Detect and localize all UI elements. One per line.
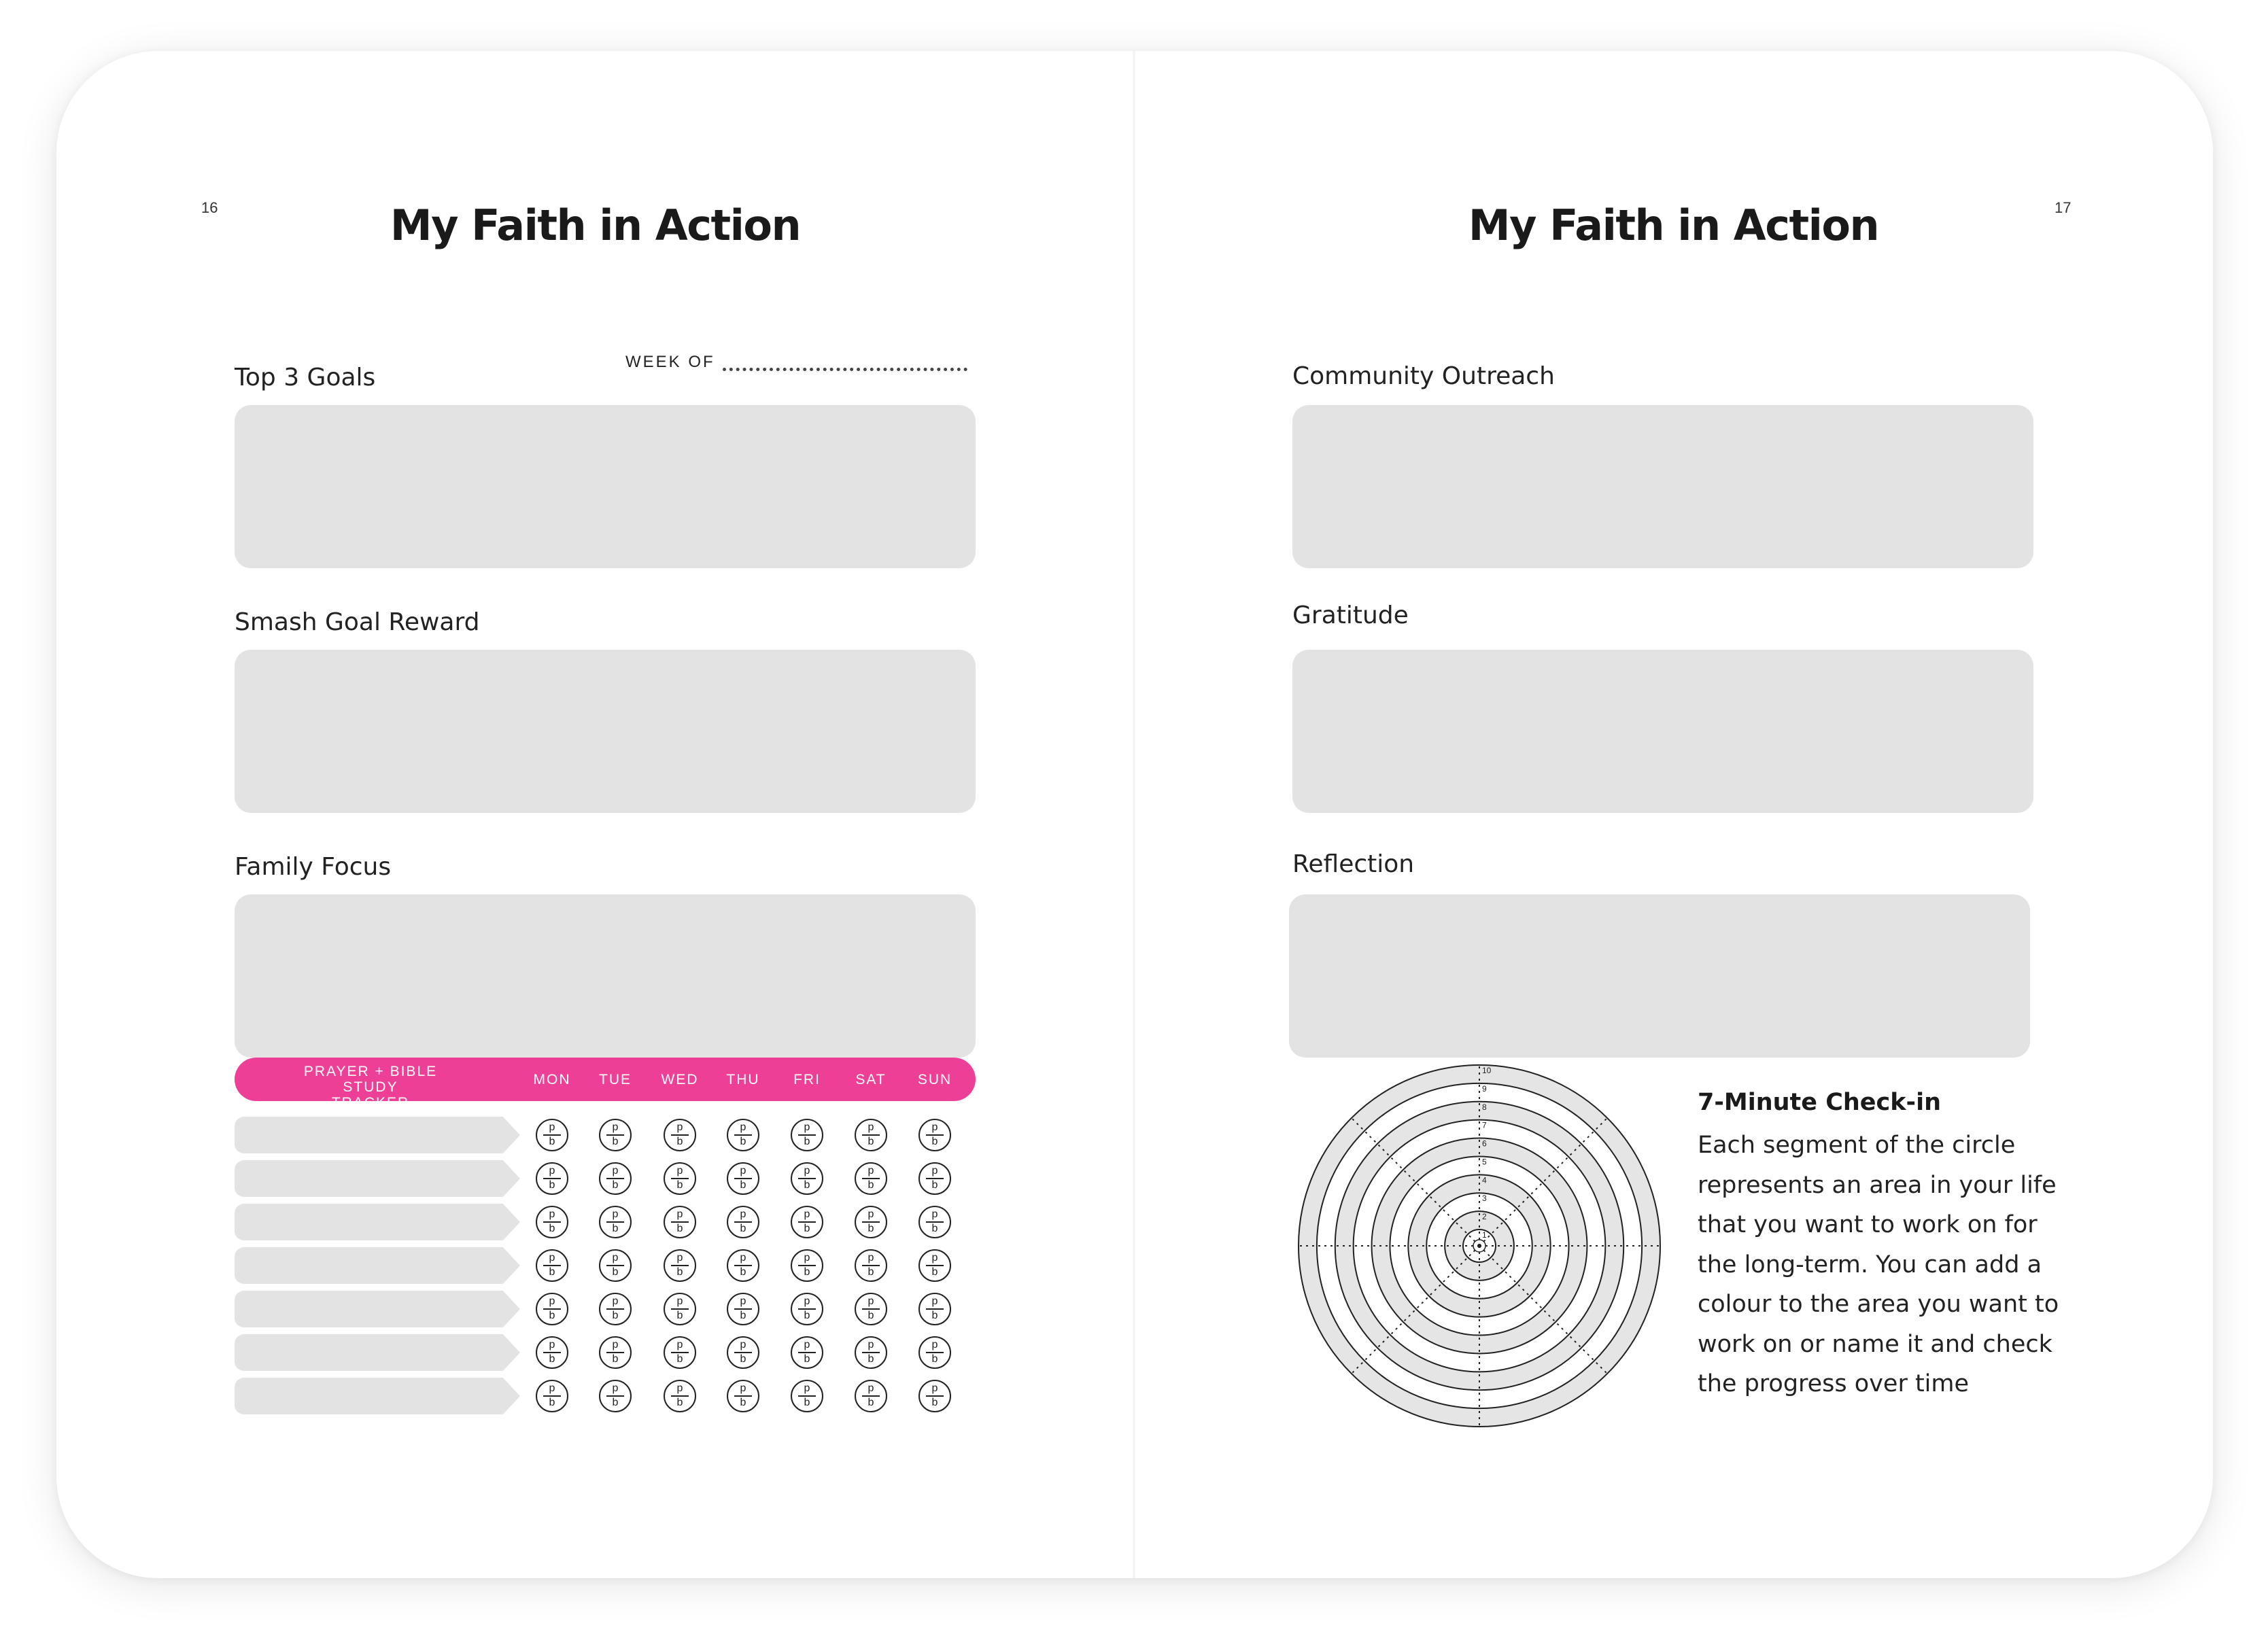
section-label-top-goals: Top 3 Goals [235, 364, 376, 391]
prayer-bible-check-sat[interactable] [855, 1249, 887, 1282]
wheel-scale-label: 10 [1482, 1066, 1492, 1075]
bible-mark: b [676, 1136, 683, 1147]
bible-mark: b [804, 1223, 810, 1234]
bible-mark: b [804, 1266, 810, 1278]
prayer-mark: p [676, 1252, 683, 1264]
bible-mark: b [867, 1310, 874, 1321]
prayer-bible-check-tue[interactable] [599, 1206, 632, 1238]
prayer-mark: p [931, 1165, 938, 1177]
checkin-body-line: Each segment of the circle [1698, 1132, 2016, 1159]
prayer-mark: p [612, 1382, 619, 1394]
prayer-mark: p [612, 1252, 619, 1264]
prayer-mark: p [804, 1121, 810, 1133]
prayer-mark: p [867, 1382, 874, 1394]
prayer-bible-check-wed[interactable] [664, 1336, 696, 1369]
prayer-mark: p [931, 1295, 938, 1307]
prayer-bible-check-sat[interactable] [855, 1206, 887, 1238]
prayer-mark: p [867, 1339, 874, 1351]
prayer-bible-check-sun[interactable] [918, 1336, 951, 1369]
prayer-bible-check-mon[interactable] [536, 1119, 568, 1151]
bible-mark: b [549, 1136, 555, 1147]
prayer-mark: p [612, 1121, 619, 1133]
prayer-mark: p [549, 1165, 555, 1177]
prayer-bible-check-fri[interactable] [791, 1249, 823, 1282]
wheel-scale-label: 5 [1482, 1157, 1487, 1167]
wheel-scale-label: 1 [1482, 1230, 1487, 1240]
prayer-bible-check-tue[interactable] [599, 1293, 632, 1325]
wheel-scale-label: 9 [1482, 1083, 1487, 1094]
prayer-mark: p [612, 1295, 619, 1307]
bible-mark: b [867, 1179, 874, 1191]
prayer-bible-check-wed[interactable] [664, 1249, 696, 1282]
bible-mark: b [867, 1223, 874, 1234]
prayer-bible-check-fri[interactable] [791, 1336, 823, 1369]
bible-mark: b [676, 1397, 683, 1408]
bible-mark: b [931, 1223, 938, 1234]
prayer-bible-check-mon[interactable] [536, 1380, 568, 1412]
prayer-bible-check-sat[interactable] [855, 1336, 887, 1369]
prayer-mark: p [612, 1208, 619, 1220]
day-header-mon: MON [533, 1072, 571, 1087]
prayer-mark: p [676, 1295, 683, 1307]
tracker-row-label-field[interactable] [235, 1204, 520, 1240]
checkin-body [1698, 1126, 2078, 1404]
wheel-scale-label: 8 [1482, 1102, 1487, 1112]
prayer-mark: p [676, 1382, 683, 1394]
prayer-mark: p [804, 1165, 810, 1177]
prayer-bible-check-thu[interactable] [727, 1119, 759, 1151]
prayer-mark: p [740, 1252, 746, 1264]
day-header-wed: WED [661, 1072, 699, 1087]
prayer-bible-check-fri[interactable] [791, 1162, 823, 1195]
tracker-title-line2: STUDY TRACKER [331, 1079, 410, 1111]
prayer-bible-check-fri[interactable] [791, 1119, 823, 1151]
bible-mark: b [931, 1179, 938, 1191]
bible-mark: b [740, 1223, 746, 1234]
prayer-mark: p [740, 1339, 746, 1351]
bible-mark: b [676, 1266, 683, 1278]
prayer-bible-check-thu[interactable] [727, 1162, 759, 1195]
checkin-body-line: that you want to work on for [1698, 1211, 2038, 1238]
checkin-body-line: colour to the area you want to [1698, 1291, 2059, 1318]
prayer-bible-check-fri[interactable] [791, 1380, 823, 1412]
prayer-bible-check-wed[interactable] [664, 1162, 696, 1195]
top-goals-box[interactable] [235, 405, 976, 568]
day-header-fri: FRI [793, 1072, 821, 1087]
bible-mark: b [676, 1310, 683, 1321]
prayer-mark: p [612, 1339, 619, 1351]
prayer-mark: p [804, 1252, 810, 1264]
prayer-bible-check-mon[interactable] [536, 1249, 568, 1282]
family-focus-box[interactable] [235, 894, 976, 1058]
bible-mark: b [804, 1136, 810, 1147]
bible-mark: b [740, 1136, 746, 1147]
prayer-mark: p [676, 1208, 683, 1220]
prayer-mark: p [867, 1208, 874, 1220]
section-label-community-outreach: Community Outreach [1292, 362, 1555, 390]
check-in-wheel[interactable] [1294, 1060, 1665, 1431]
prayer-bible-check-thu[interactable] [727, 1380, 759, 1412]
prayer-bible-check-mon[interactable] [536, 1336, 568, 1369]
prayer-bible-check-thu[interactable] [727, 1206, 759, 1238]
bible-mark: b [612, 1223, 619, 1234]
section-label-smash-goal-reward: Smash Goal Reward [235, 608, 480, 636]
prayer-mark: p [740, 1295, 746, 1307]
bible-mark: b [931, 1136, 938, 1147]
tracker-row-label-field[interactable] [235, 1378, 520, 1414]
prayer-mark: p [804, 1339, 810, 1351]
checkin-body-line: work on or name it and check [1698, 1330, 2052, 1358]
bible-mark: b [612, 1353, 619, 1365]
day-header-thu: THU [726, 1072, 760, 1087]
prayer-mark: p [549, 1295, 555, 1307]
bible-mark: b [740, 1266, 746, 1278]
bible-mark: b [740, 1310, 746, 1321]
prayer-mark: p [549, 1121, 555, 1133]
prayer-bible-check-thu[interactable] [727, 1336, 759, 1369]
day-header-tue: TUE [599, 1072, 632, 1087]
bible-mark: b [676, 1179, 683, 1191]
bible-mark: b [549, 1266, 555, 1278]
page-title: My Faith in Action [390, 201, 801, 250]
prayer-bible-check-sun[interactable] [918, 1119, 951, 1151]
section-label-gratitude: Gratitude [1292, 602, 1409, 629]
prayer-mark: p [549, 1208, 555, 1220]
prayer-bible-check-mon[interactable] [536, 1293, 568, 1325]
bible-mark: b [867, 1266, 874, 1278]
tracker-row-label-field[interactable] [235, 1247, 520, 1284]
wheel-scale-label: 2 [1482, 1212, 1487, 1222]
prayer-mark: p [549, 1382, 555, 1394]
prayer-bible-check-sat[interactable] [855, 1119, 887, 1151]
prayer-bible-check-thu[interactable] [727, 1249, 759, 1282]
bible-mark: b [612, 1397, 619, 1408]
prayer-bible-check-tue[interactable] [599, 1119, 632, 1151]
bible-mark: b [740, 1179, 746, 1191]
bible-mark: b [740, 1397, 746, 1408]
prayer-mark: p [549, 1252, 555, 1264]
smash-goal-reward-box[interactable] [235, 650, 976, 813]
bible-mark: b [612, 1136, 619, 1147]
section-label-reflection: Reflection [1292, 850, 1415, 878]
bible-mark: b [867, 1136, 874, 1147]
bible-mark: b [676, 1223, 683, 1234]
bible-mark: b [549, 1223, 555, 1234]
prayer-bible-check-sun[interactable] [918, 1380, 951, 1412]
page-number: 17 [2055, 199, 2072, 216]
prayer-mark: p [676, 1339, 683, 1351]
open-planner-spread [56, 51, 2213, 1578]
prayer-mark: p [867, 1121, 874, 1133]
prayer-mark: p [867, 1252, 874, 1264]
reflection-box[interactable] [1289, 894, 2030, 1058]
prayer-bible-check-fri[interactable] [791, 1206, 823, 1238]
bible-mark: b [804, 1179, 810, 1191]
prayer-mark: p [804, 1208, 810, 1220]
bible-mark: b [549, 1397, 555, 1408]
prayer-bible-check-wed[interactable] [664, 1293, 696, 1325]
prayer-tracker-header [235, 1058, 976, 1111]
bible-mark: b [676, 1353, 683, 1365]
prayer-bible-check-wed[interactable] [664, 1380, 696, 1412]
prayer-bible-check-sat[interactable] [855, 1293, 887, 1325]
week-of-label: WEEK OF [625, 353, 715, 371]
prayer-mark: p [931, 1121, 938, 1133]
tracker-title [303, 1064, 439, 1111]
day-header-sat: SAT [855, 1072, 887, 1087]
bible-mark: b [931, 1266, 938, 1278]
bible-mark: b [867, 1353, 874, 1365]
prayer-bible-check-wed[interactable] [664, 1119, 696, 1151]
prayer-bible-check-thu[interactable] [727, 1293, 759, 1325]
prayer-bible-check-sat[interactable] [855, 1380, 887, 1412]
section-label-family-focus: Family Focus [235, 853, 392, 881]
bible-mark: b [804, 1397, 810, 1408]
prayer-bible-check-wed[interactable] [664, 1206, 696, 1238]
prayer-mark: p [740, 1208, 746, 1220]
community-outreach-box[interactable] [1292, 405, 2033, 568]
bible-mark: b [740, 1353, 746, 1365]
page-title: My Faith in Action [1468, 201, 1879, 250]
prayer-bible-check-tue[interactable] [599, 1336, 632, 1369]
prayer-bible-check-tue[interactable] [599, 1380, 632, 1412]
prayer-bible-check-sun[interactable] [918, 1249, 951, 1282]
bible-mark: b [549, 1179, 555, 1191]
tracker-row-label-field[interactable] [235, 1334, 520, 1371]
prayer-mark: p [549, 1339, 555, 1351]
wheel-scale-label: 3 [1482, 1193, 1487, 1204]
page-number: 16 [201, 199, 218, 216]
checkin-body-line: the long-term. You can add a [1698, 1251, 2042, 1278]
bible-mark: b [549, 1310, 555, 1321]
prayer-bible-check-mon[interactable] [536, 1206, 568, 1238]
bible-mark: b [612, 1310, 619, 1321]
tracker-row-label-field[interactable] [235, 1160, 520, 1197]
bible-mark: b [549, 1353, 555, 1365]
gratitude-box[interactable] [1292, 650, 2033, 813]
week-of-field[interactable] [723, 368, 967, 371]
prayer-bible-check-sat[interactable] [855, 1162, 887, 1195]
prayer-mark: p [931, 1252, 938, 1264]
prayer-bible-check-sun[interactable] [918, 1293, 951, 1325]
prayer-mark: p [676, 1165, 683, 1177]
prayer-mark: p [676, 1121, 683, 1133]
prayer-bible-check-mon[interactable] [536, 1162, 568, 1195]
bible-mark: b [804, 1353, 810, 1365]
prayer-bible-check-sun[interactable] [918, 1206, 951, 1238]
prayer-mark: p [804, 1295, 810, 1307]
prayer-mark: p [612, 1165, 619, 1177]
bible-mark: b [931, 1310, 938, 1321]
wheel-scale-label: 7 [1482, 1120, 1487, 1130]
bible-mark: b [612, 1266, 619, 1278]
prayer-mark: p [931, 1339, 938, 1351]
bible-mark: b [931, 1353, 938, 1365]
wheel-scale-label: 6 [1482, 1138, 1487, 1149]
prayer-bible-check-fri[interactable] [791, 1293, 823, 1325]
prayer-bible-check-tue[interactable] [599, 1249, 632, 1282]
day-header-sun: SUN [917, 1072, 952, 1087]
checkin-title: 7-Minute Check-in [1698, 1089, 1941, 1116]
checkin-body-line: the progress over time [1698, 1370, 1970, 1397]
tracker-title-line1: PRAYER + BIBLE [303, 1064, 438, 1079]
prayer-mark: p [740, 1382, 746, 1394]
tracker-row-label-field[interactable] [235, 1117, 520, 1153]
prayer-mark: p [867, 1165, 874, 1177]
prayer-mark: p [740, 1165, 746, 1177]
bible-mark: b [612, 1179, 619, 1191]
bible-mark: b [804, 1310, 810, 1321]
wheel-scale-label: 4 [1482, 1175, 1487, 1185]
prayer-mark: p [867, 1295, 874, 1307]
bible-mark: b [867, 1397, 874, 1408]
left-page [56, 51, 1134, 1578]
prayer-mark: p [740, 1121, 746, 1133]
tracker-row-label-field[interactable] [235, 1291, 520, 1327]
prayer-mark: p [804, 1382, 810, 1394]
prayer-mark: p [931, 1382, 938, 1394]
bible-mark: b [931, 1397, 938, 1408]
prayer-bible-check-tue[interactable] [599, 1162, 632, 1195]
prayer-bible-check-sun[interactable] [918, 1162, 951, 1195]
prayer-mark: p [931, 1208, 938, 1220]
checkin-body-line: represents an area in your life [1698, 1171, 2057, 1199]
